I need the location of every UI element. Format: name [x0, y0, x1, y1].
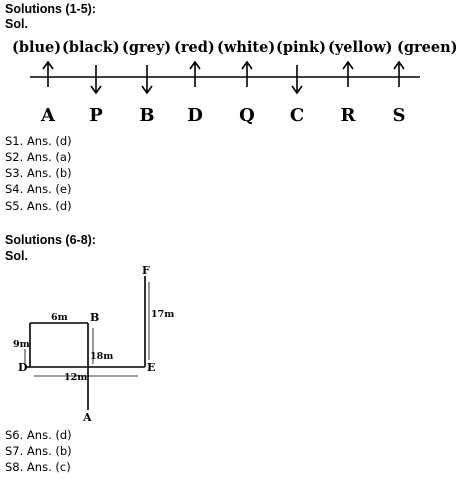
- person-label: C: [289, 105, 305, 126]
- answer-s6: S6. Ans. (d): [5, 428, 72, 442]
- answer-s7: S7. Ans. (b): [5, 444, 72, 458]
- person-label: B: [139, 105, 155, 126]
- color-label: (red): [174, 39, 215, 56]
- arrow-up-icon: [43, 62, 53, 87]
- person-label: A: [41, 105, 55, 126]
- arrow-up-icon: [190, 62, 200, 87]
- answer-s2: S2. Ans. (a): [5, 150, 72, 164]
- distance-mid: 18m: [90, 351, 114, 362]
- point-d: D: [18, 361, 28, 374]
- color-label: (blue): [12, 39, 62, 56]
- answer-s3: S3. Ans. (b): [5, 166, 72, 180]
- person-label: D: [187, 105, 203, 126]
- color-label: (yellow): [328, 39, 393, 56]
- distance-left: 9m: [13, 339, 30, 350]
- point-f: F: [142, 264, 150, 277]
- person-label: Q: [239, 105, 255, 126]
- solutions-1-5-title: Solutions (1-5):: [5, 2, 96, 16]
- distance-de: 12m: [64, 372, 88, 383]
- color-label: (black): [62, 39, 120, 56]
- person-label: P: [89, 105, 103, 126]
- person-label: S: [392, 105, 406, 126]
- solutions-6-8-title: Solutions (6-8):: [5, 233, 96, 247]
- arrow-up-icon: [343, 62, 353, 87]
- color-label: (white): [217, 39, 276, 56]
- point-a: A: [83, 411, 92, 424]
- sol-label-2: Sol.: [5, 249, 28, 263]
- point-b: B: [90, 311, 100, 324]
- answer-s8: S8. Ans. (c): [5, 460, 71, 474]
- answer-s1: S1. Ans. (d): [5, 134, 72, 148]
- point-e: E: [147, 361, 156, 374]
- answer-s4: S4. Ans. (e): [5, 182, 72, 196]
- arrow-up-icon: [242, 62, 252, 87]
- color-label: (green): [397, 39, 458, 56]
- distance-fe: 17m: [151, 309, 175, 320]
- color-labels: [12, 39, 458, 56]
- person-labels: [40, 105, 405, 126]
- answer-s5: S5. Ans. (d): [5, 199, 72, 213]
- color-label: (grey): [122, 39, 172, 56]
- sol-label-1: Sol.: [5, 17, 28, 31]
- person-label: R: [340, 105, 356, 126]
- distance-top: 6m: [51, 312, 68, 323]
- direction-diagram: [0, 260, 474, 425]
- arrow-down-icon: [142, 65, 152, 93]
- arrangement-diagram: [0, 35, 474, 130]
- arrow-up-icon: [394, 62, 404, 87]
- arrow-down-icon: [292, 65, 302, 93]
- arrow-down-icon: [91, 65, 101, 93]
- color-label: (pink): [276, 39, 326, 56]
